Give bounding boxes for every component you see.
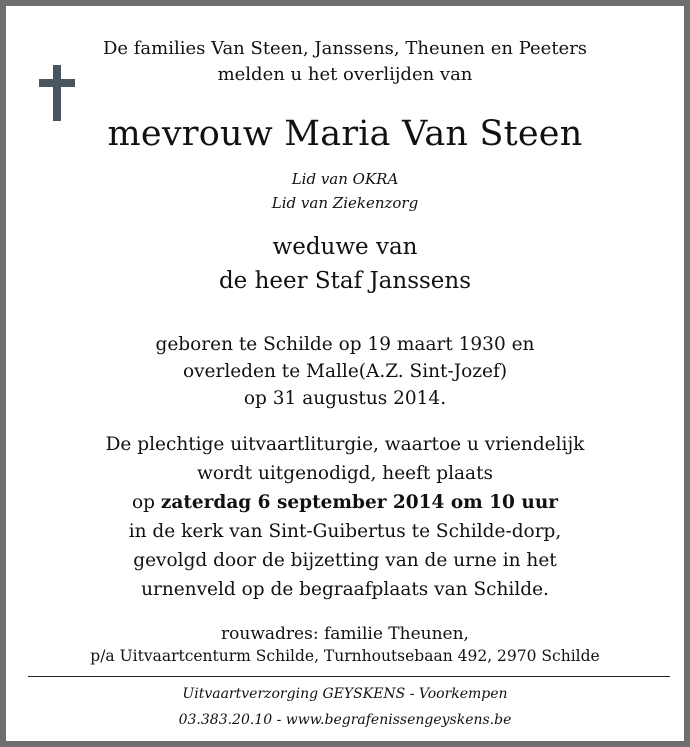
funeral-line-cemetery: urnenveld op de begraafplaats van Schilde. xyxy=(141,579,549,600)
deceased-name: mevrouw Maria Van Steen xyxy=(107,114,583,154)
membership-okra: Lid van OKRA xyxy=(291,170,399,188)
undertaker-name: Uitvaartverzorging GEYSKENS - Voorkempen xyxy=(182,686,508,702)
footer-divider xyxy=(28,676,670,677)
membership-ziekenzorg: Lid van Ziekenzorg xyxy=(271,194,419,212)
mourning-address: rouwadres: familie Theunen, xyxy=(221,624,469,644)
spouse-name: de heer Staf Janssens xyxy=(218,268,472,294)
intro-line-families: De families Van Steen, Janssens, Theunen en Peeters xyxy=(102,38,588,59)
funeral-line-2: wordt uitgenodigd, heeft plaats xyxy=(196,463,493,484)
birth-line: geboren te Schilde op 19 maart 1930 en xyxy=(155,334,535,355)
widow-of-label: weduwe van xyxy=(272,234,418,260)
funeral-line-urn: gevolgd door de bijzetting van de urne in het xyxy=(133,550,557,571)
death-place-line: overleden te Malle(A.Z. Sint-Jozef) xyxy=(182,361,508,382)
funeral-line-church: in de kerk van Sint-Guibertus te Schilde-dorp, xyxy=(128,521,562,542)
funeral-line-1: De plechtige uitvaartliturgie, waartoe u vriendelijk xyxy=(105,434,585,455)
postal-address: p/a Uitvaartcenturm Schilde, Turnhoutsebaan 492, 2970 Schilde xyxy=(90,647,600,665)
undertaker-contact: 03.383.20.10 - www.begrafenissengeyskens.be xyxy=(178,712,512,728)
funeral-date-prefix: op xyxy=(131,492,161,513)
funeral-date: zaterdag 6 september 2014 om 10 uur xyxy=(160,492,559,513)
death-date-line: op 31 augustus 2014. xyxy=(243,388,447,409)
intro-line-announce: melden u het overlijden van xyxy=(217,64,473,85)
funeral-date-line xyxy=(6,492,684,513)
